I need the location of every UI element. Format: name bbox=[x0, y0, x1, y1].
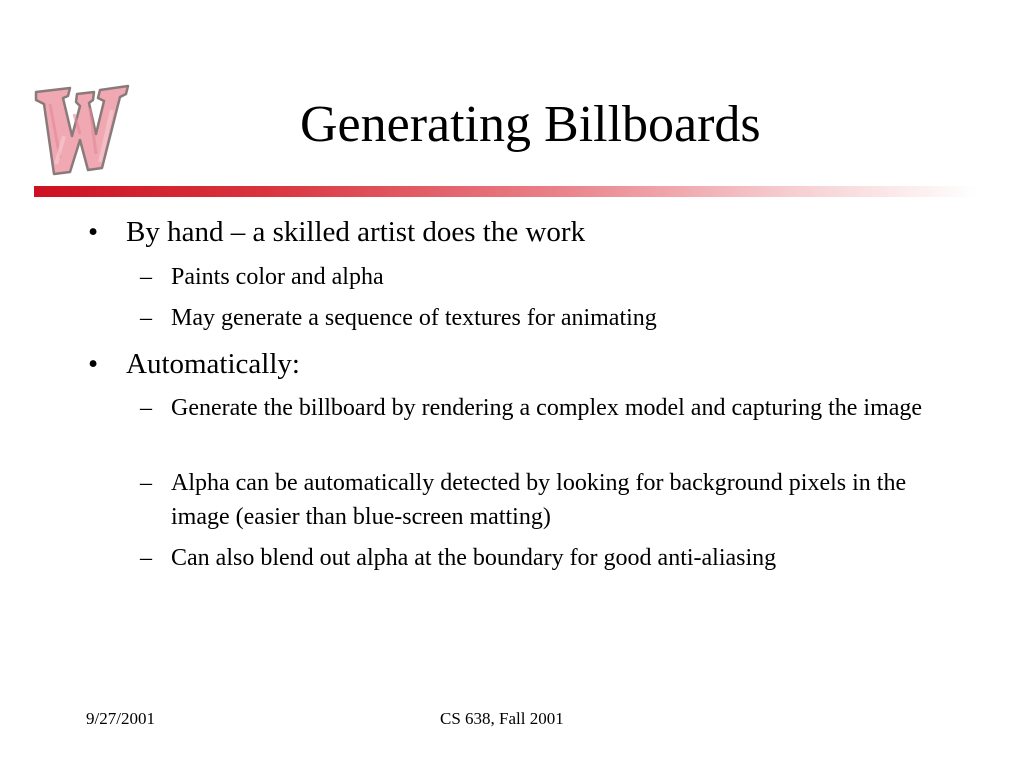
sub-bullet-dash-icon: – bbox=[140, 545, 152, 571]
wisconsin-w-logo-icon bbox=[30, 74, 132, 178]
footer-course: CS 638, Fall 2001 bbox=[440, 709, 564, 728]
sub-bullet-text: Can also blend out alpha at the boundary for good anti-aliasing bbox=[171, 545, 777, 571]
sub-bullet-text: May generate a sequence of textures for animating bbox=[171, 305, 657, 331]
sub-bullet-text: Generate the billboard by rendering a complex model and capturing the image bbox=[171, 395, 923, 421]
sub-bullet-dash-icon: – bbox=[140, 470, 152, 496]
sub-bullet-dash-icon: – bbox=[140, 305, 152, 331]
bullet-text: By hand – a skilled artist does the work bbox=[126, 216, 586, 248]
sub-bullet-text: Paints color and alpha bbox=[171, 264, 384, 290]
bullet-text: Automatically: bbox=[126, 348, 300, 380]
bullet-dot-icon: • bbox=[88, 216, 99, 248]
sub-bullet-text: Alpha can be automatically detected by looking for background pixels in the image (easier than blue-screen matting) bbox=[171, 470, 907, 530]
sub-bullet-dash-icon: – bbox=[140, 395, 152, 421]
title-rule-divider bbox=[34, 186, 978, 197]
bullet-dot-icon: • bbox=[88, 348, 99, 380]
footer-date: 9/27/2001 bbox=[86, 709, 155, 728]
sub-bullet-dash-icon: – bbox=[140, 264, 152, 290]
slide-title: Generating Billboards bbox=[300, 96, 761, 153]
